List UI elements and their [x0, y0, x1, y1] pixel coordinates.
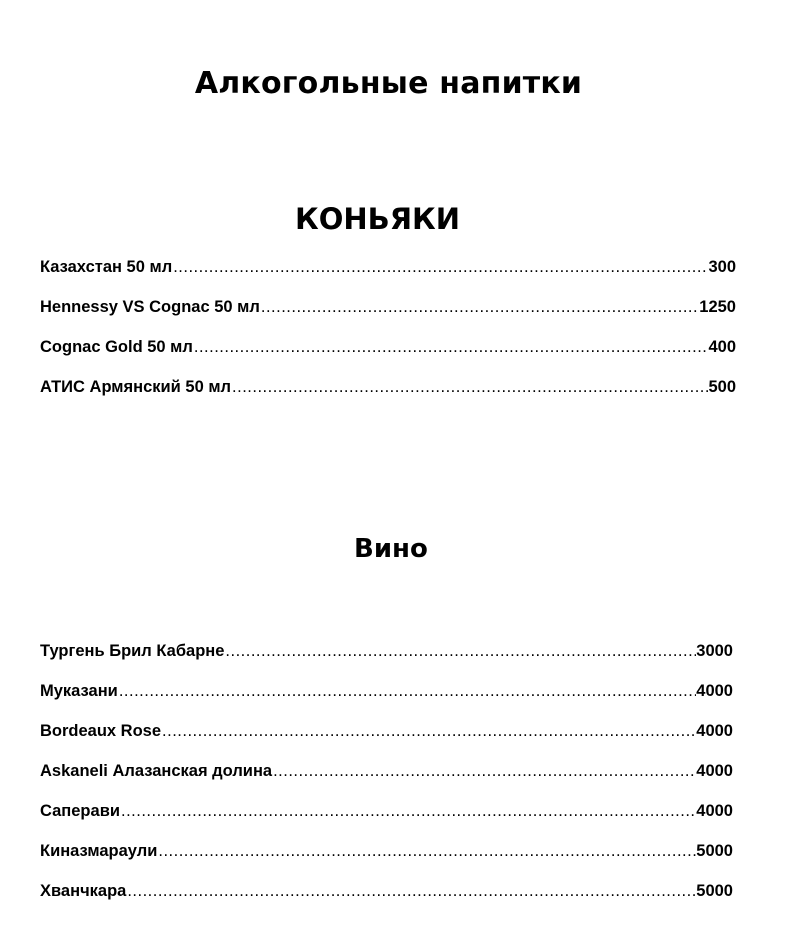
- menu-item: [40, 722, 733, 762]
- item-price: 400: [708, 338, 736, 356]
- menu-item: [40, 882, 733, 922]
- item-price: 4000: [696, 722, 733, 740]
- dot-leader: [260, 298, 699, 317]
- menu-item: [40, 682, 733, 722]
- item-price: 500: [708, 378, 736, 396]
- menu-item: [40, 378, 736, 418]
- menu-item: [40, 842, 733, 882]
- menu-item: [40, 338, 736, 378]
- item-price: 5000: [696, 882, 733, 900]
- wine-list: [40, 642, 733, 922]
- item-price: 5000: [696, 842, 733, 860]
- section-title-wine: Вино: [354, 534, 428, 564]
- dot-leader: [157, 842, 696, 861]
- dot-leader: [118, 682, 696, 701]
- item-name: АТИС Армянский 50 мл: [40, 378, 232, 396]
- item-price: 3000: [696, 642, 733, 660]
- item-name: Bordeaux Rose: [40, 722, 162, 740]
- item-price: 4000: [696, 762, 733, 780]
- dot-leader: [172, 258, 708, 277]
- section-title-cognac: КОНЬЯКИ: [295, 202, 461, 236]
- menu-item: [40, 802, 733, 842]
- dot-leader: [193, 338, 709, 357]
- item-name: Саперави: [40, 802, 120, 820]
- item-name: Askaneli Алазанская долина: [40, 762, 273, 780]
- menu-item: [40, 298, 736, 338]
- dot-leader: [272, 762, 696, 781]
- item-price: 1250: [699, 298, 736, 316]
- cognac-list: [40, 258, 736, 418]
- dot-leader: [224, 642, 696, 661]
- item-name: Казахстан 50 мл: [40, 258, 173, 276]
- item-name: Киназмараули: [40, 842, 158, 860]
- menu-item: [40, 642, 733, 682]
- item-name: Cognac Gold 50 мл: [40, 338, 193, 356]
- page-title: Алкогольные напитки: [194, 66, 583, 101]
- menu-item: [40, 762, 733, 802]
- dot-leader: [231, 378, 708, 397]
- item-price: 4000: [696, 682, 733, 700]
- dot-leader: [161, 722, 696, 741]
- item-name: Тургень Брил Кабарне: [40, 642, 225, 660]
- dot-leader: [120, 802, 696, 821]
- menu-item: [40, 258, 736, 298]
- item-name: Муказани: [40, 682, 118, 700]
- item-name: Hennessy VS Cognac 50 мл: [40, 298, 260, 316]
- item-price: 300: [708, 258, 736, 276]
- item-price: 4000: [696, 802, 733, 820]
- item-name: Хванчкара: [40, 882, 127, 900]
- dot-leader: [126, 882, 696, 901]
